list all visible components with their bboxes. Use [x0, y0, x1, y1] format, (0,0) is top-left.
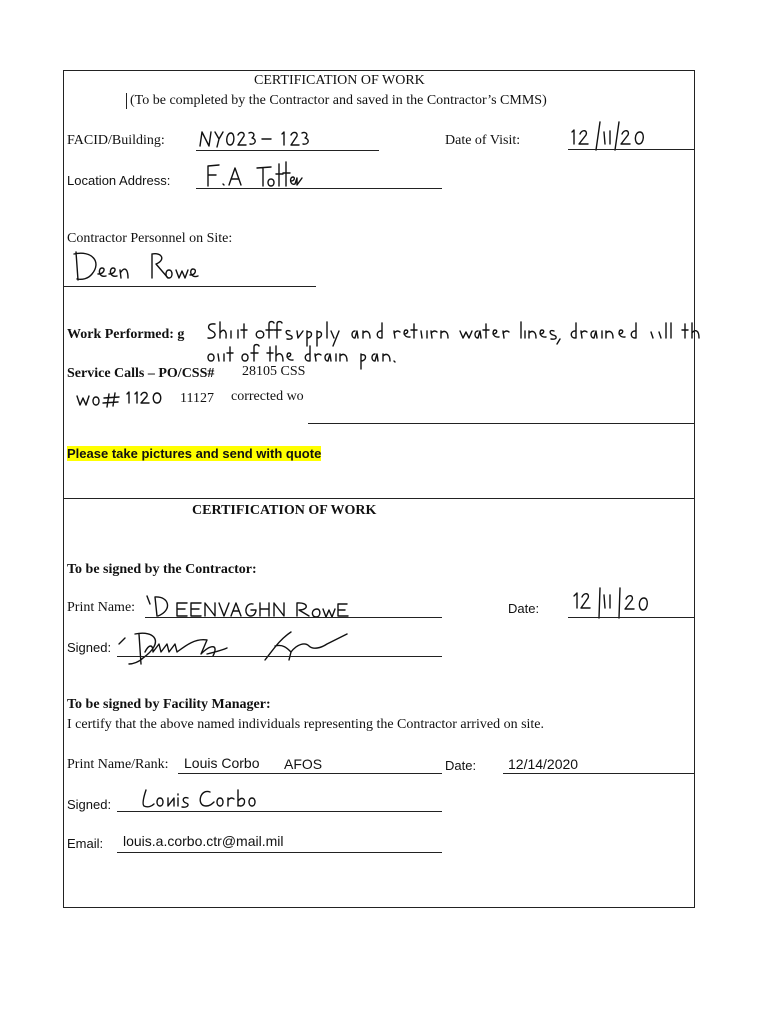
email-underline: [117, 852, 442, 853]
wo-note: corrected wo: [231, 389, 304, 404]
date-of-visit-label: Date of Visit:: [445, 133, 521, 148]
location-underline: [196, 188, 442, 189]
work-section-divider: [308, 423, 695, 424]
date-underline: [568, 617, 695, 618]
print-name-label: Print Name:: [67, 600, 136, 615]
email-value: louis.a.corbo.ctr@mail.mil: [123, 833, 284, 849]
contractor-heading: To be signed by the Contractor:: [67, 562, 257, 577]
form-border: [63, 70, 695, 908]
email-label: Email:: [67, 836, 104, 851]
manager-name: Louis Corbo: [184, 755, 260, 771]
certify-text: I certify that the above named individuals representing the Contractor arrived on site.: [67, 717, 545, 732]
personnel-label: Contractor Personnel on Site:: [67, 231, 233, 246]
date-handwriting: [572, 586, 662, 620]
service-calls-value: 28105 CSS: [242, 364, 306, 379]
section-divider: [63, 498, 695, 499]
date-of-visit-underline: [568, 149, 695, 150]
location-label: Location Address:: [67, 173, 171, 188]
manager-signed-label: Signed:: [67, 797, 112, 812]
print-name-handwriting: [145, 592, 355, 618]
signed-underline: [117, 656, 442, 657]
manager-date-label: Date:: [445, 758, 477, 773]
manager-date-value: 12/14/2020: [508, 756, 579, 772]
print-name-rank-label: Print Name/Rank:: [67, 757, 169, 772]
signed-label: Signed:: [67, 640, 112, 655]
work-performed-label: Work Performed: g: [67, 327, 185, 342]
contractor-signature: [115, 624, 355, 670]
form-subtitle: (To be completed by the Contractor and saved in the Contractor’s CMMS): [126, 93, 547, 109]
print-name-rank-underline: [178, 773, 442, 774]
date-label: Date:: [508, 601, 540, 616]
form-title: CERTIFICATION OF WORK: [254, 73, 425, 88]
facid-label: FACID/Building:: [67, 133, 165, 148]
facid-underline: [196, 150, 379, 151]
manager-signature: [140, 786, 260, 812]
print-name-underline: [145, 617, 442, 618]
work-performed-handwriting: [205, 318, 700, 370]
date-of-visit-handwriting: [570, 120, 650, 152]
personnel-handwriting: [72, 248, 202, 284]
personnel-underline: [63, 286, 316, 287]
certification-title: CERTIFICATION OF WORK: [192, 503, 377, 518]
manager-signed-underline: [117, 811, 442, 812]
service-calls-label: Service Calls – PO/CSS#: [67, 366, 215, 381]
wo-number: 11127: [180, 391, 214, 406]
manager-rank: AFOS: [284, 756, 323, 772]
manager-date-underline: [503, 773, 695, 774]
wo-handwriting: [75, 388, 165, 410]
facid-handwriting: [198, 128, 318, 150]
manager-heading: To be signed by Facility Manager:: [67, 697, 271, 712]
location-handwriting: [205, 160, 305, 190]
pictures-note: Please take pictures and send with quote: [67, 446, 322, 461]
